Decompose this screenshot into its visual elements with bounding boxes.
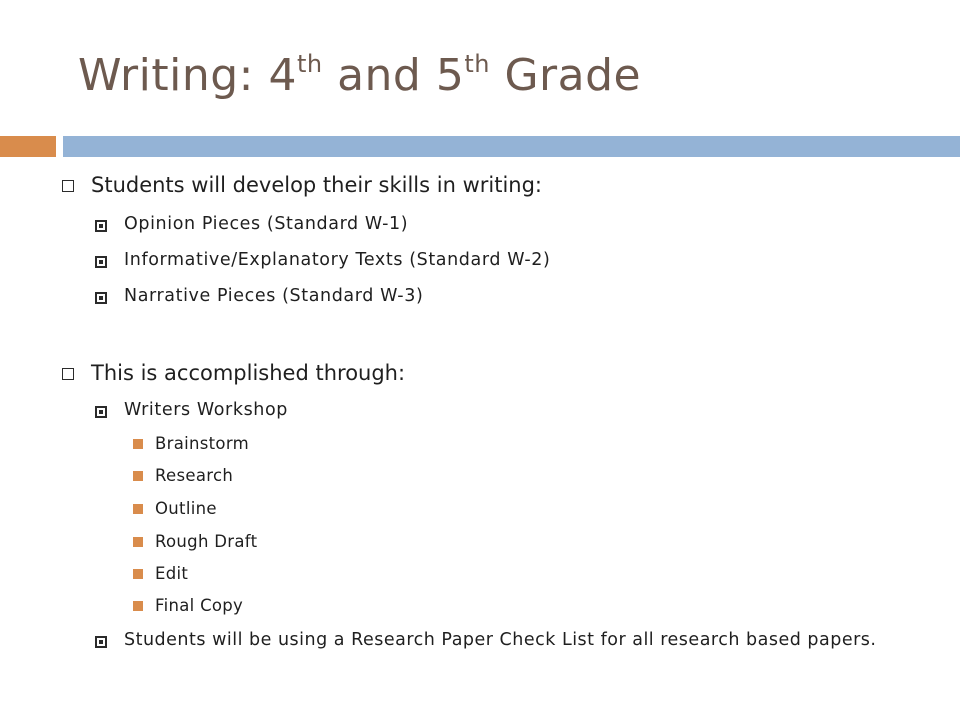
list-item-writers-workshop — [95, 400, 915, 422]
section-heading-text: Students will develop their skills in writing: — [91, 173, 542, 197]
workshop-step-text: Edit — [155, 564, 189, 583]
square-bullet-icon — [95, 292, 107, 304]
workshop-step — [133, 499, 893, 519]
title-superscript-1: th — [296, 50, 323, 78]
filled-square-bullet-icon — [133, 439, 143, 449]
title-part-3: Grade — [489, 50, 642, 101]
list-item-text: Opinion Pieces (Standard W-1) — [124, 214, 409, 234]
title-part-1: Writing: 4 — [78, 50, 297, 101]
section-heading-text: This is accomplished through: — [91, 361, 406, 385]
accent-bar-orange — [0, 136, 56, 157]
workshop-step — [133, 532, 893, 552]
square-bullet-icon — [95, 220, 107, 232]
filled-square-bullet-icon — [133, 601, 143, 611]
workshop-step-text: Research — [155, 466, 234, 485]
list-item-text: Narrative Pieces (Standard W-3) — [124, 286, 424, 306]
square-bullet-icon — [95, 636, 107, 648]
workshop-step-text: Final Copy — [155, 596, 244, 615]
square-bullet-icon — [95, 256, 107, 268]
square-bullet-icon — [95, 406, 107, 418]
workshop-step — [133, 596, 893, 616]
filled-square-bullet-icon — [133, 471, 143, 481]
filled-square-bullet-icon — [133, 537, 143, 547]
workshop-step — [133, 564, 893, 584]
workshop-step — [133, 434, 893, 454]
section-heading-skills — [62, 172, 922, 198]
list-item — [95, 214, 915, 236]
section-heading-method — [62, 360, 922, 386]
list-item-checklist — [95, 630, 900, 652]
workshop-step — [133, 466, 893, 486]
list-item-text: Informative/Explanatory Texts (Standard W-2) — [124, 250, 551, 270]
filled-square-bullet-icon — [133, 504, 143, 514]
list-item-text: Writers Workshop — [124, 400, 289, 420]
workshop-step-text: Brainstorm — [155, 434, 249, 453]
accent-bar-blue — [63, 136, 960, 157]
slide-title — [78, 50, 641, 101]
filled-square-bullet-icon — [133, 569, 143, 579]
list-item — [95, 286, 915, 308]
workshop-step-text: Outline — [155, 499, 217, 518]
title-superscript-2: th — [464, 50, 490, 78]
hollow-square-bullet-icon — [62, 368, 74, 380]
hollow-square-bullet-icon — [62, 180, 74, 192]
title-part-2: and 5 — [322, 50, 465, 101]
list-item-text: Students will be using a Research Paper Check List for all research based papers. — [124, 630, 877, 650]
workshop-step-text: Rough Draft — [155, 532, 258, 551]
list-item — [95, 250, 915, 272]
